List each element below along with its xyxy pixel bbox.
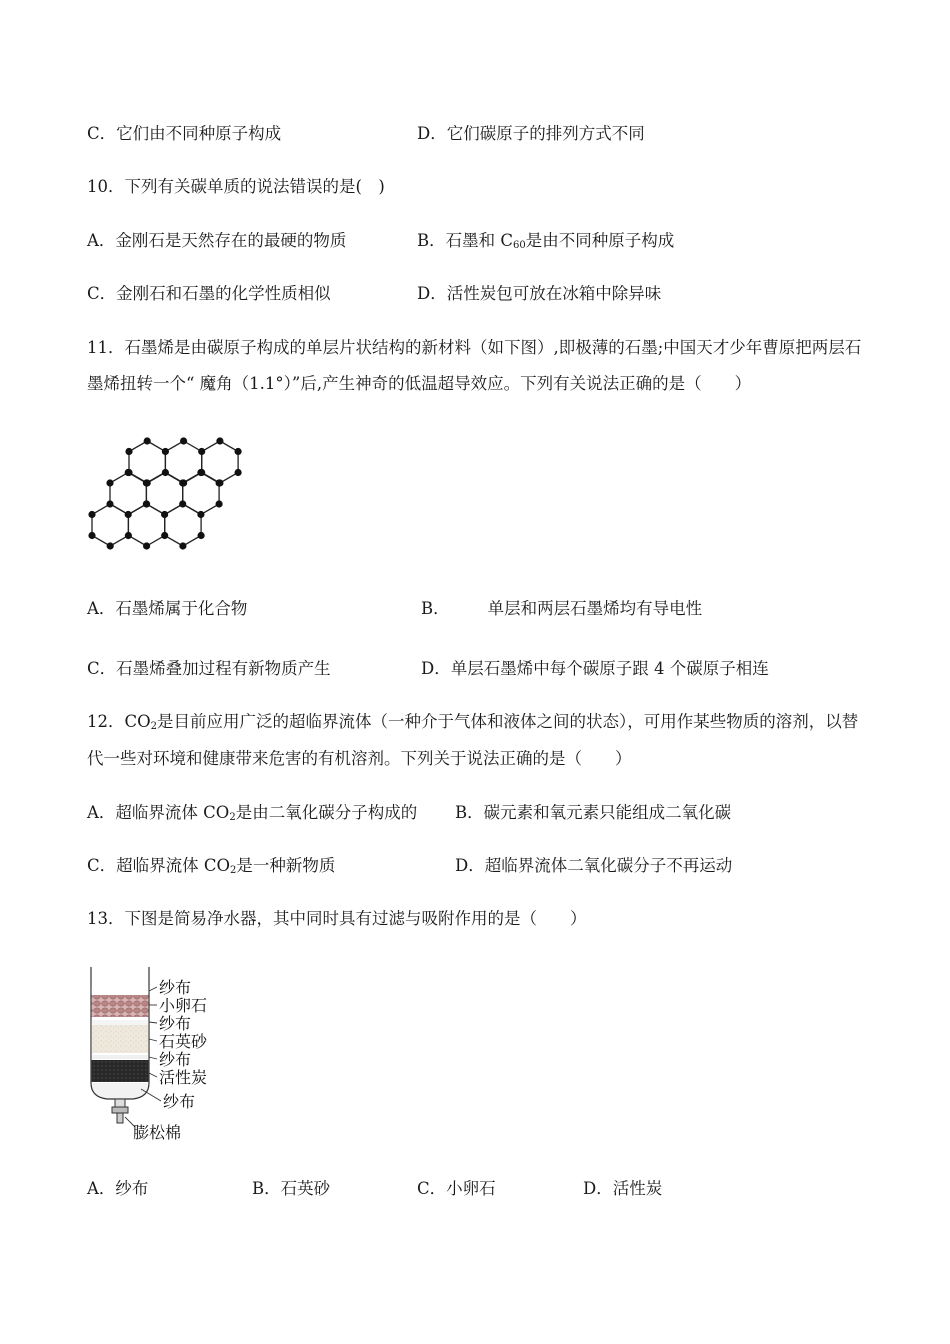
purifier-label-gauze-3: 纱布 <box>159 1050 192 1069</box>
q13-option-c: C．小卵石 <box>417 1179 496 1198</box>
purifier-label-activated-carbon: 活性炭 <box>159 1068 208 1087</box>
carbon-atom <box>216 479 223 486</box>
q11-option-b: B． 单层和两层石墨烯均有导电性 <box>421 599 703 618</box>
q11-stem-line2: 墨烯扭转一个“ 魔角（1.1°）”后,产生神奇的低温超导效应。下列有关说法正确的是（ ） <box>87 374 752 393</box>
carbon-atom <box>125 532 132 539</box>
carbon-atom <box>216 437 223 444</box>
carbon-atom <box>198 532 205 539</box>
q10-stem: 10．下列有关碳单质的说法错误的是( ) <box>87 177 385 196</box>
carbon-atom <box>197 469 204 476</box>
carbon-atom <box>125 448 132 455</box>
q12-option-c: C．超临界流体 $CO_2$是一种新物质 <box>87 856 336 876</box>
q9-option-d: D．它们碳原子的排列方式不同 <box>417 124 645 143</box>
carbon-atom <box>88 532 95 539</box>
carbon-atom <box>125 469 132 476</box>
lattice-hexagon <box>128 504 164 546</box>
carbon-atom <box>179 500 186 507</box>
q11-option-d: D．单层石墨烯中每个碳原子跟 4 个碳原子相连 <box>421 659 769 678</box>
purifier-label-gauze-1: 纱布 <box>159 978 192 997</box>
carbon-atom <box>198 448 205 455</box>
purifier-label-quartz-sand: 石英砂 <box>159 1032 208 1051</box>
q9-option-c: C．它们由不同种原子构成 <box>87 124 282 143</box>
carbon-atom <box>162 469 169 476</box>
q12-stem-line2: 代一些对环境和健康带来危害的有机溶剂。下列关于说法正确的是（ ） <box>87 749 632 768</box>
carbon-atom <box>235 448 242 455</box>
carbon-atom <box>144 437 151 444</box>
carbon-atom <box>216 500 223 507</box>
carbon-atom <box>179 542 186 549</box>
q13-stem: 13．下图是简易净水器，其中同时具有过滤与吸附作用的是（ ） <box>87 909 587 928</box>
carbon-atom <box>161 511 168 518</box>
purifier-label-gauze-2: 纱布 <box>159 1014 192 1033</box>
lattice-hexagon <box>165 504 201 546</box>
q12-option-b: B．碳元素和氧元素只能组成二氧化碳 <box>455 803 732 822</box>
lattice-hexagon <box>92 504 128 546</box>
q10-option-c: C．金刚石和石墨的化学性质相似 <box>87 284 331 303</box>
q12-option-d: D．超临界流体二氧化碳分子不再运动 <box>455 856 733 875</box>
water-purifier-figure <box>85 965 235 1145</box>
carbon-atom <box>162 448 169 455</box>
graphene-lattice-figure <box>80 430 260 560</box>
carbon-atom <box>197 511 204 518</box>
carbon-atom <box>143 500 150 507</box>
q10-option-b: B．石墨和 $C_{60}$是由不同种原子构成 <box>417 231 675 251</box>
q11-option-a: A．石墨烯属于化合物 <box>87 599 248 618</box>
carbon-atom <box>235 469 242 476</box>
carbon-atom <box>106 479 113 486</box>
q13-option-b: B．石英砂 <box>252 1179 331 1198</box>
carbon-atom <box>88 511 95 518</box>
q10-option-a: A．金刚石是天然存在的最硬的物质 <box>87 231 347 250</box>
purifier-label-pebbles: 小卵石 <box>159 996 208 1015</box>
q11-option-c: C．石墨烯叠加过程有新物质产生 <box>87 659 331 678</box>
carbon-atom <box>179 479 186 486</box>
q12-stem-line1: 12．$CO_2$是目前应用广泛的超临界流体（一种介于气体和液体之间的状态），可用作某些物质的溶剂，以替 <box>87 712 859 732</box>
purifier-label-gauze-4: 纱布 <box>163 1092 196 1111</box>
q11-stem-line1: 11．石墨烯是由碳原子构成的单层片状结构的新材料（如下图）,即极薄的石墨;中国天才少年曹原把两层石 <box>87 338 862 357</box>
carbon-atom <box>106 500 113 507</box>
q10-option-d: D．活性炭包可放在冰箱中除异味 <box>417 284 662 303</box>
carbon-atom <box>143 479 150 486</box>
carbon-atom <box>143 542 150 549</box>
q12-option-a: A．超临界流体 $CO_2$是由二氧化碳分子构成的 <box>87 803 418 823</box>
carbon-atom <box>125 511 132 518</box>
carbon-atom <box>107 542 114 549</box>
q13-option-d: D．活性炭 <box>583 1179 663 1198</box>
q13-option-a: A．纱布 <box>87 1179 149 1198</box>
purifier-label-cotton: 膨松棉 <box>133 1123 182 1142</box>
carbon-atom <box>161 532 168 539</box>
carbon-atom <box>180 437 187 444</box>
